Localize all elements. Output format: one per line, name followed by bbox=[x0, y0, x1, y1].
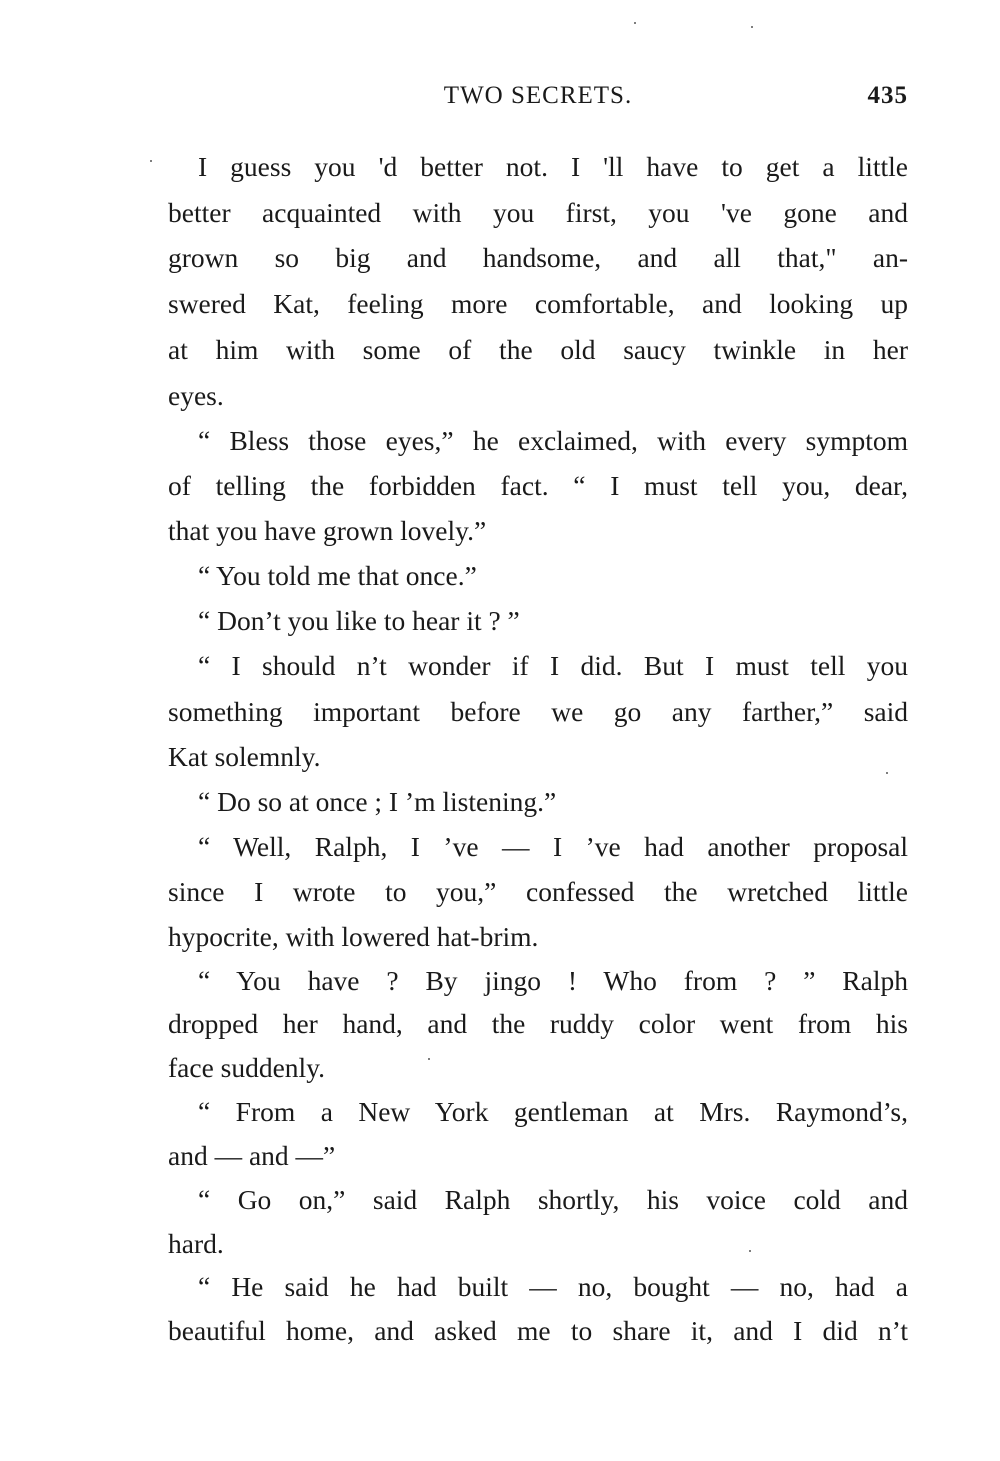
scan-speck bbox=[886, 772, 888, 774]
text-line: “ From a New York gentleman at Mrs. Raymond’s, bbox=[198, 1096, 908, 1127]
text-line: beautiful home, and asked me to share it, and I did n’t bbox=[168, 1315, 908, 1346]
scan-speck bbox=[150, 160, 152, 162]
text-line: face suddenly. bbox=[168, 1052, 326, 1083]
text-line: since I wrote to you,” confessed the wretched little bbox=[168, 876, 908, 907]
text-line: at him with some of the old saucy twinkle in her bbox=[168, 334, 908, 365]
scan-speck bbox=[751, 26, 753, 28]
running-head bbox=[168, 82, 908, 118]
running-title: TWO SECRETS. bbox=[443, 82, 633, 109]
text-line: hard. bbox=[168, 1228, 224, 1259]
scan-speck bbox=[428, 1058, 430, 1060]
scan-speck bbox=[634, 22, 636, 24]
text-line: eyes. bbox=[168, 380, 224, 411]
text-line: hypocrite, with lowered hat-brim. bbox=[168, 921, 539, 952]
text-line: grown so big and handsome, and all that," an- bbox=[168, 242, 908, 273]
text-line: of telling the forbidden fact. “ I must tell you, dear, bbox=[168, 470, 908, 501]
scan-speck bbox=[749, 1250, 751, 1252]
text-line: I guess you 'd better not. I 'll have to get a little bbox=[198, 151, 908, 182]
text-line: better acquainted with you first, you 've gone and bbox=[168, 197, 908, 228]
text-line: “ He said he had built — no, bought — no, had a bbox=[198, 1271, 908, 1302]
text-line: “ You have ? By jingo ! Who from ? ” Ralph bbox=[198, 965, 908, 996]
text-line: Kat solemnly. bbox=[168, 741, 321, 772]
text-line: dropped her hand, and the ruddy color went from his bbox=[168, 1008, 908, 1039]
page-number: 435 bbox=[867, 82, 908, 109]
text-line: “ Go on,” said Ralph shortly, his voice cold and bbox=[198, 1184, 908, 1215]
text-line: swered Kat, feeling more comfortable, and looking up bbox=[168, 288, 908, 319]
text-line: “ Well, Ralph, I ’ve — I ’ve had another proposal bbox=[198, 831, 908, 862]
text-line: and — and —” bbox=[168, 1140, 336, 1171]
text-line: “ You told me that once.” bbox=[198, 560, 477, 591]
text-line: “ Do so at once ; I ’m listening.” bbox=[198, 786, 557, 817]
text-line: “ Bless those eyes,” he exclaimed, with every symptom bbox=[198, 425, 908, 456]
text-line: that you have grown lovely.” bbox=[168, 515, 487, 546]
text-line: “ Don’t you like to hear it ? ” bbox=[198, 605, 520, 636]
text-line: something important before we go any farther,” said bbox=[168, 696, 908, 727]
text-line: “ I should n’t wonder if I did. But I must tell you bbox=[198, 650, 908, 681]
